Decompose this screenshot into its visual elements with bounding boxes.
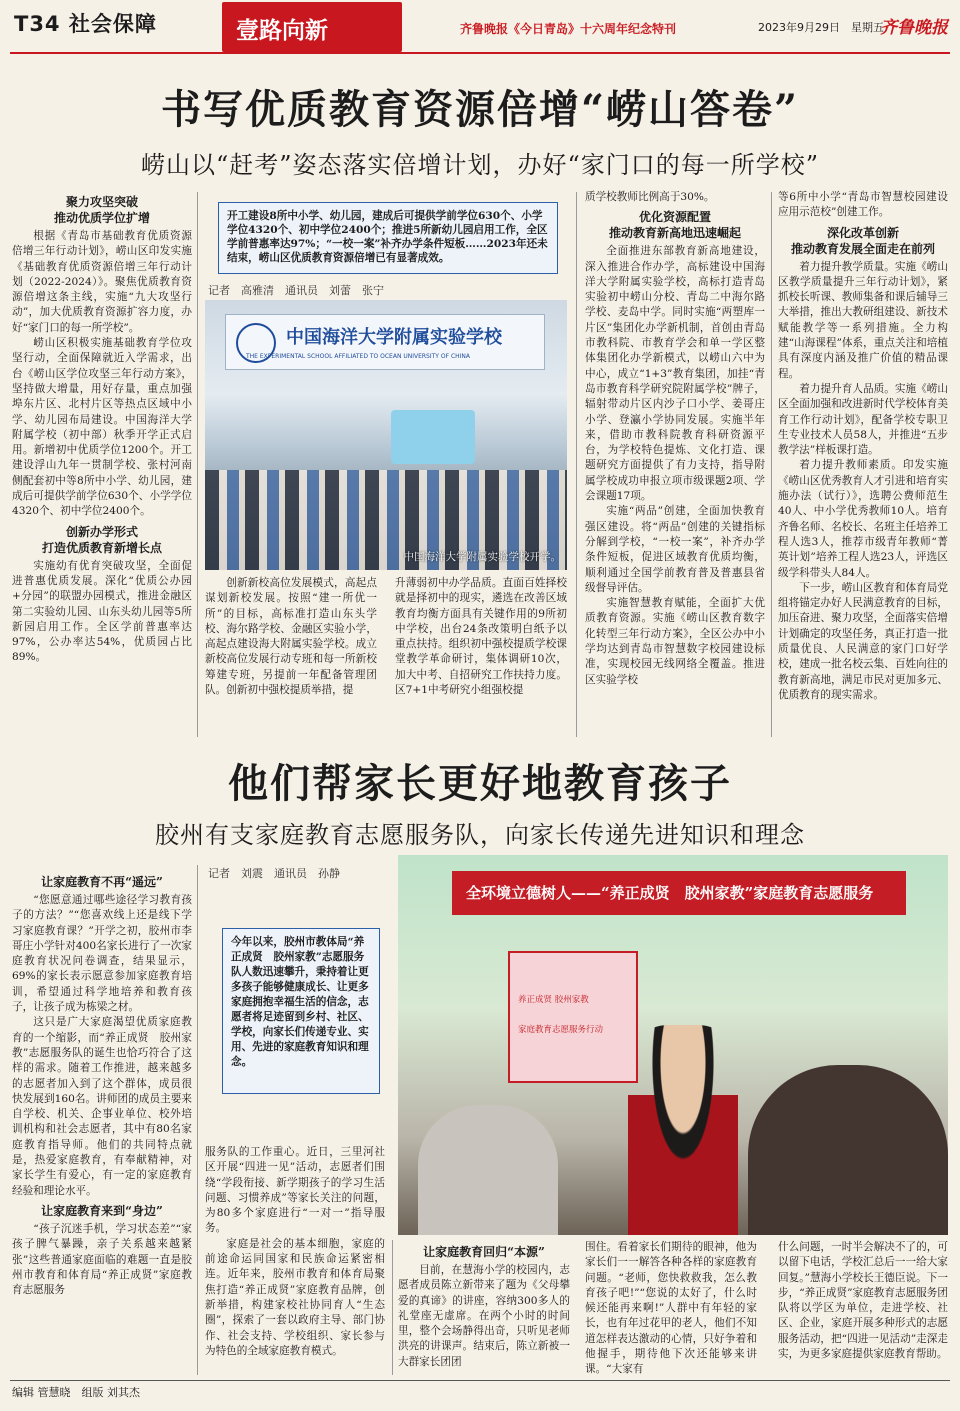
event-signboard: 养正成贤 胶州家教 家庭教育志愿服务行动 [508,951,638,1083]
event-banner: 全环境立德树人——“养正成贤 胶州家教”家庭教育志愿服务 [452,871,906,915]
paragraph: 实施智慧教育赋能，全面扩大优质教育资源。实施《崂山区教育数字化转型三年行动方案》，全区公办中小学均达到青岛市智慧数字校园建设标准，实现校园无线网络全覆盖。推进区实验学校 [585,597,765,686]
story2-column-5: 什么问题，一时半会解决不了的，可以留下电话，学校汇总后一一给大家回复。”慧海小学校长王德臣说。下一步，“养正成贤”家庭教育志愿服务团队将以学区为单位，走进学校、社区、企业，家庭开展多种形式的志愿服务活动，把“四进一见活动”走深走实，为更多家庭提供家庭教育帮助。 [778,1241,948,1361]
section-heading: 深化改革创新 推动教育发展全面走在前列 [790,225,935,256]
story2-headline: 他们帮家长更好地教育孩子 [228,760,732,807]
column-divider [392,1240,393,1375]
paragraph: 实施幼有优育突破攻坚，全面促进普惠优质发展。深化“优质公办园+分园”的联盟办园模式，推进金融区第二实验幼儿园、山东头幼儿园等5所新园启用工作。全区学前普惠率达97%，公办率达54%，优质园占比89%。 [12,559,192,664]
paragraph: 崂山区积极实施基础教育学位攻坚行动，全面保障就近入学需求，出台《崂山区学位攻坚三年行动方案》，坚持做大增量，用好存量，重点加强埠东片区、北村片区等热点区域中小学、幼儿园布局建设。中国海洋大学附属学校（初中部）秋季开学正式启用。新增初中优质学位1200个。开工建设浮山九年一贯制学校、张村河南侧配套初中等8所中小学、幼儿园，建成后可提供学前学位630个、小学学位4320个、初中学位2400个。 [12,337,192,518]
section-heading: 让家庭教育不再“遥远” [41,875,163,889]
paragraph: 实施“两品”创建，全面加快教育强区建设。将“两品”创建的关键指标分解到学校，“一校一案”，补齐办学条件短板，促进区域教育优质均衡，顺利通过全国学前教育普及普惠县省级督导评估。 [585,505,765,594]
paragraph: 这只是广大家庭渴望优质家庭教育的一个缩影，而“养正成贤 胶州家教”志愿服务队的诞生也恰巧符合了这样的需求。随着工作推进，越来越多的志愿者加入到了这个群体，成员很快发展到160名。讲师团的成员主要来自学校、机关、企事业单位、校外培训机构和社会志愿者，其中有80名家庭教育指导师。他们的共同特点就是，热爱家庭教育，有奉献精神，对家长学生有爱心，有一定的家庭教育经验和理论水平。 [12,1016,192,1197]
paragraph: 下一步，崂山区教育和体育局党组将锚定办好人民满意教育的目标，加压奋进、聚力攻坚，全面落实倍增计划确定的攻坚任务，真正打造一批质量优良、人民满意的家门口好学校，建成一批名校云集、百姓向往的教育新高地，满足市民对更加多元、优质教育的现实需求。 [778,581,948,701]
story1-column-4: 质学校教师比例高于30%。 优化资源配置 推动教育新高地迅速崛起 全面推进东部教育新高地建设，深入推进合作办学，高标建设中国海洋大学附属实验学校，高标打造青岛实验初中崂山分校、青岛二中海尔路学校、麦岛中学。同时实施“两塑库一片区”集团化办学新机制，首创由青岛市教科院、市教育学会和单一学区整体集团化办学新模式，以崂山六中为中心，成立“1+3”教育集团，加挂“青岛市教育科学研究院附属学校”牌子，辐射带动片区内沙子口小学、姜哥庄小学、登瀛小学协同发展。实施半年来，借助市教科院教育科研资源平台，为学校特色提炼、文化打造、课题研究方面提供了有力支持，指导附属学校成功申报立项市级课题2项、学会课题17项。 实施“两品”创建，全面加快教育强区建设。将“两品”创建的关键指标分解到学校，“一校一案”，补齐办学条件短板，促进区域教育优质均衡，顺利通过全国学前教育普及普惠县省级督导评估。 实施智慧教育赋能，全面扩大优质教育资源。实施《崂山区教育数字化转型三年行动方案》，全区公办中小学均达到青岛市智慧数字校园建设标准，实现校园无线网络全覆盖。推进区实验学校 [585,190,765,740]
story1-headline: 书写优质教育资源倍增“崂山答卷” [160,86,799,133]
story1-byline: 记者 高雅清 通讯员 刘蕾 张宁 [208,284,384,297]
page-section-label: T34 社会保障 [14,12,157,36]
school-opening-photo [205,300,567,570]
story2-column-2: 服务队的工作重心。近日，三里河社区开展“四进一见”活动，志愿者们围绕“学段衔接、新学期孩子的学习生活问题、习惯养成”等家长关注的问题，为80多个家庭进行“一对一”指导服务。 家庭是社会的基本细胞，家庭的前途命运同国家和民族命运紧密相连。近年来，胶州市教育和体育局聚焦打造“养正成贤”家庭教育品牌，创新举措，构建家校社协同育人“生态圈”，探索了一套以政府主导、部门协作、社会支持、学校组织、家长参与为特色的全域家庭教育模式。 [205,1146,385,1357]
volunteer-lecture-photo [398,855,948,1235]
story2-column-3: 让家庭教育回归“本源” 目前，在慧海小学的校园内，志愿者成员陈立新带来了题为《父母攀爱的真谛》的讲座，容纳300多人的礼堂座无虚席。在两个小时的时间里，整个会场静得出奇，只听见老师洪亮的讲课声。结束后，陈立新被一大群家长团团 [398,1245,570,1368]
story1-column-3: 升薄弱初中办学品质。直面百姓择校就是择初中的现实，遴选在改善区域教育均衡方面具有关键作用的9所初中学校，出台24条改策明白纸予以重点扶持。组织初中强校提质学校课堂教学革命研讨，集体调研10次，加大中考、自招研究工作扶持力度。区7+1中考研究小组强校提 [395,577,567,697]
volunteer-speaker [628,1025,738,1235]
footer-rule [10,1380,950,1381]
audience-member [748,1065,948,1235]
column-divider [576,192,577,737]
story2-column-1 [12,870,192,1375]
editor-credits: 编辑 管慧晓 组版 刘其杰 [12,1386,140,1399]
paragraph: 全面推进东部教育新高地建设，深入推进合作办学，高标建设中国海洋大学附属实验学校，高标打造青岛实验初中崂山分校、青岛二中海尔路学校、麦岛中学。同时实施“两塑库一片区”集团化办学新机制，首创由青岛市教科院、市教育学会和单一学区整体集团化办学新模式，以崂山六中为中心，成立“1+3”教育集团，加挂“青岛市教育科学研究院附属学校”牌子，辐射带动片区内沙子口小学、姜哥庄小学、登瀛小学协同发展。实施半年来，借助市教科院教育科研资源平台，为学校特色提炼、文化打造、课题研究方面提供了有力支持，指导附属学校成功申报立项市级课题2项、学会课题17项。 [585,245,765,503]
story2-lead: 今年以来，胶州市教体局“养正成贤 胶州家教”志愿服务队人数迅速攀升，秉持着让更多孩子能够健康成长、让更多家庭拥抱幸福生活的信念，志愿者将足迹留到乡村、社区、学校，向家长们传递专业、实用、先进的家庭教育知识和理念。 [222,928,380,1094]
story2-subheadline: 胶州有支家庭教育志愿服务队，向家长传递先进知识和理念 [155,821,805,849]
brand-banner: 壹路向新 [222,2,402,52]
masthead-rule [10,52,950,54]
special-issue-label: 齐鲁晚报《今日青岛》十六周年纪念特刊 [460,22,677,36]
paragraph: “您愿意通过哪些途径学习教育孩子的方法？”“您喜欢线上还是线下学习家庭教育课？”开学之初，胶州市李哥庄小学针对400名家长进行了一次家庭教育状况问卷调查，结果显示，69%的家长表示愿意参加家庭教育培训，希望通过科学地培养和教育孩子，让孩子成为栋梁之材。 [12,894,192,1014]
story1-column-1 [12,190,192,740]
story1-lead: 开工建设8所中小学、幼儿园，建成后可提供学前学位630个、小学学位4320个、初中学位2400个；推进5所新幼儿园启用工作，全区学前普惠率达97%；“一校一案”补齐办学条件短板……2023年还未结束，崂山区优质教育资源倍增已有显著成效。 [218,202,558,274]
issue-date: 2023年9月29日 星期五 [758,21,884,34]
paragraph: 根据《青岛市基础教育优质资源倍增三年行动计划》，崂山区印发实施《基础教育优质资源倍增三年行动计划（2022-2024）》。聚焦优质教育资源倍增这条主线，实施“九大攻坚行动”，加大优质教育资源扩容力度，办好“家门口的每一所学校”。 [12,230,192,334]
photo-caption: 中国海洋大学附属实验学校开学。 [403,551,561,563]
section-heading: 创新办学形式 打造优质教育新增长点 [41,524,162,555]
section-heading: 让家庭教育回归“本源” [423,1245,545,1259]
paragraph: “孩子沉迷手机，学习状态差”“家孩子脾气暴躁，亲子关系越来越紧张”这些普通家庭面临的难题一直是胶州市教育和体育局“养正成贤”家庭教育志愿服务 [12,1222,192,1297]
column-divider [197,865,198,1375]
paragraph: 着力提升教学质量。实施《崂山区教学质量提升三年行动计划》，紧抓校长听课、教师集备和课后辅导三大举措，推出大教研组建设、新技术赋能教学等一系列措施。全力构建“山海课程”体系，重点关注和培植具有深度内涵及推广价值的精品课程。 [778,260,948,380]
school-sign: 中国海洋大学附属实验学校 THE EXPERIMENTAL SCHOOL AFFILIATED TO OCEAN UNIVERSITY OF CHINA [225,314,545,370]
paragraph: 着力提升教师素质。印发实施《崂山区优秀教育人才引进和培育实施办法（试行）》，选聘公费师范生40人、中小学优秀教师10人。培育齐鲁名师、名校长、名班主任培养工程人选3人，推荐市级青年教师“菁英计划”培养工程人选23人，评选区级学科带头人84人。 [778,459,948,579]
story2-byline: 记者 刘震 通讯员 孙静 [208,867,340,880]
column-divider [197,192,198,737]
story1-subheadline: 崂山以“赶考”姿态落实倍增计划，办好“家门口的每一所学校” [140,151,820,179]
story1-column-5: 等6所中小学“青岛市智慧校园建设应用示范校”创建工作。 深化改革创新 推动教育发展全面走在前列 着力提升教学质量。实施《崂山区教学质量提升三年行动计划》，紧抓校长听课、教师集备和课后辅导三大举措，推出大教研组建设、新技术赋能教学等一系列措施。全力构建“山海课程”体系，重点关注和培植具有深度内涵及推广价值的精品课程。 着力提升育人品质。实施《崂山区全面加强和改进新时代学校体育美育工作行动计划》，配备学校专职卫生专业技术人员58人，并推进“五步教学法”样板课打造。 着力提升教师素质。印发实施《崂山区优秀教育人才引进和培育实施办法（试行）》，选聘公费师范生40人、中小学优秀教师10人。培育齐鲁名师、名校长、名班主任培养工程人选3人，推荐市级青年教师“菁英计划”培养工程人选23人，评选区级学科带头人84人。 下一步，崂山区教育和体育局党组将锚定办好人民满意教育的目标，加压奋进、聚力攻坚，全面落实倍增计划确定的攻坚任务，真正打造一批质量优良、人民满意的家门口好学校，建成一批名校云集、百姓向往的教育新高地，满足市民对更加多元、优质教育的现实需求。 [778,190,948,740]
column-divider [771,192,772,737]
section-heading: 聚力攻坚突破 推动优质学位扩增 [53,195,150,225]
story1-column-2: 创新新校高位发展模式，高起点谋划新校发展。按照“建一所优一所”的目标，高标准打造山东头学校、海尔路学校、金融区实验小学，高起点建设海大附属实验学校。成立新校高位发展行动专班和每一所新校筹建专班，另提前一年配备管理团队。创新初中强校提质举措，提 [205,577,377,697]
newspaper-logo: 齐鲁晚报 [880,18,948,38]
audience-member [418,1105,558,1235]
paragraph: 着力提升育人品质。实施《崂山区全面加强和改进新时代学校体育美育工作行动计划》，配备学校专职卫生专业技术人员58人，并推进“五步教学法”样板课打造。 [778,382,948,457]
section-heading: 让家庭教育来到“身边” [41,1203,163,1218]
story2-column-4: 围住。看着家长们期待的眼神，他为家长们一一解答各种各样的家庭教育问题。“老师，您快救救我，怎么教育孩子吧!”“您说的太好了，什么时候还能再来啊!”人群中有年轻的家长，也有年过花甲的老人，他们不知道怎样表达激动的心情，只好争着和他握手，期待他下次还能够来讲课。“大家有 [585,1241,757,1375]
section-heading: 优化资源配置 推动教育新高地迅速崛起 [608,210,741,241]
welcome-board [391,410,475,464]
